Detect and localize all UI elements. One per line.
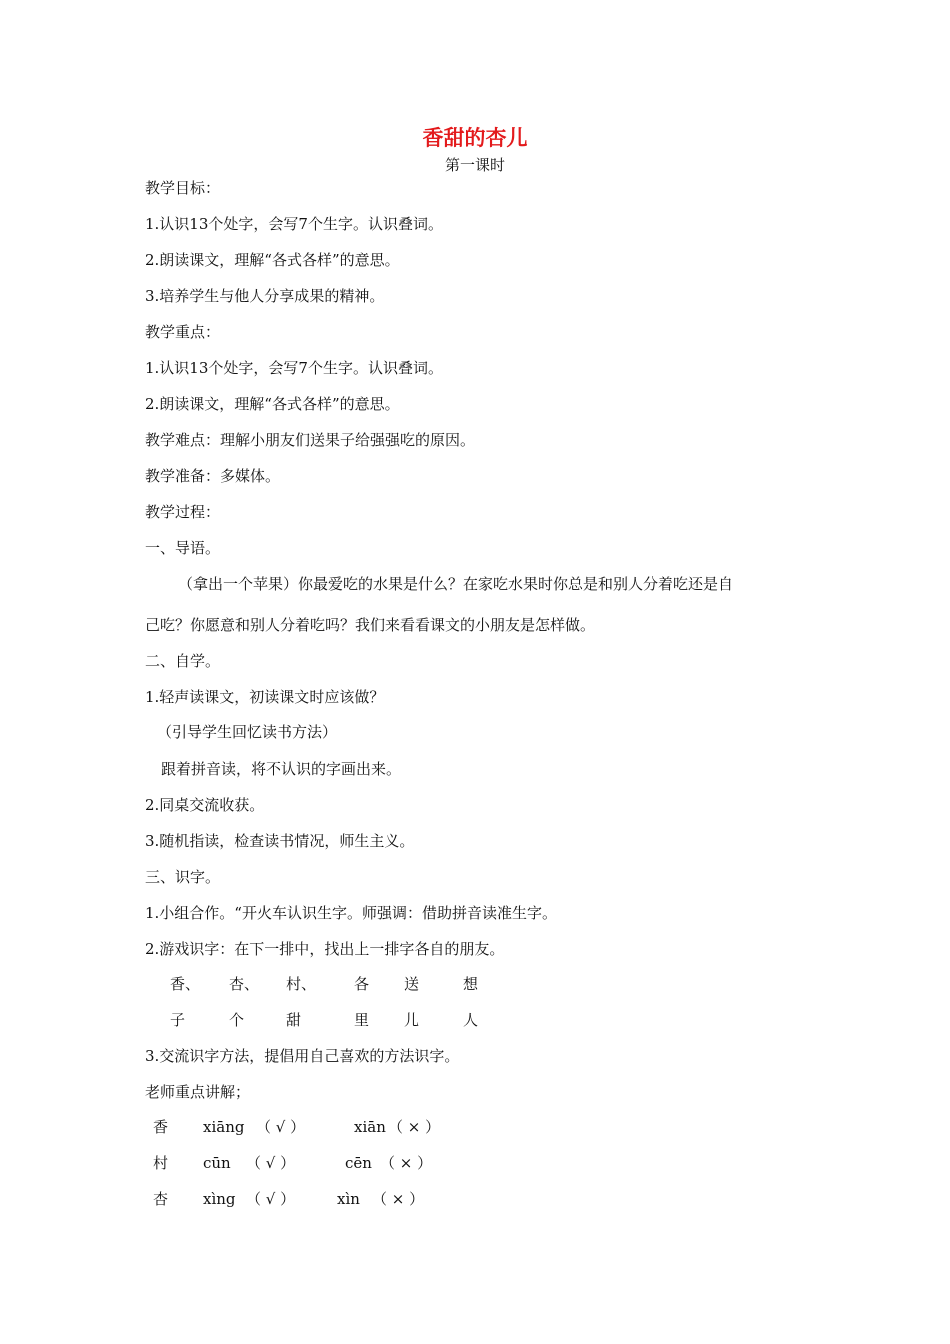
paragraph-line: 1.轻声读课文，初读课文时应该做？: [145, 688, 385, 706]
match-char: 杏、: [229, 975, 260, 993]
paragraph-line: （引导学生回忆读书方法）: [157, 723, 338, 741]
paragraph-line: 2.朗读课文，理解“各式各样”的意思。: [145, 251, 400, 269]
pinyin-wrong-mark: （ × ）: [380, 1154, 433, 1172]
match-char: 子: [170, 1011, 186, 1029]
document-subtitle: 第一课时: [444, 156, 505, 174]
pinyin-wrong: xìn: [337, 1190, 360, 1208]
pinyin-correct-mark: （ √ ）: [246, 1190, 296, 1208]
match-char: 村、: [286, 975, 317, 993]
paragraph-line: 2.朗读课文，理解“各式各样”的意思。: [145, 395, 400, 413]
pinyin-char: 村: [153, 1154, 169, 1172]
paragraph-line: 2.游戏识字：在下一排中，找出上一排字各自的朋友。: [145, 940, 505, 958]
paragraph-line: 1.小组合作。“开火车认识生字。师强调：借助拼音读准生字。: [145, 904, 557, 922]
match-char: 各: [354, 975, 370, 993]
paragraph-line: 己吃？你愿意和别人分着吃吗？我们来看看课文的小朋友是怎样做。: [145, 616, 596, 634]
section-heading: 二、自学。: [145, 652, 221, 670]
pinyin-wrong-mark: （ × ）: [388, 1118, 441, 1136]
paragraph-line: 教学准备：多媒体。: [145, 467, 281, 485]
match-char: 人: [463, 1011, 479, 1029]
pinyin-wrong: xiān: [354, 1118, 386, 1136]
section-heading: 教学目标：: [145, 179, 221, 197]
match-char: 个: [229, 1011, 245, 1029]
paragraph-line: 2.同桌交流收获。: [145, 796, 265, 814]
pinyin-char: 杏: [153, 1190, 169, 1208]
match-char: 香、: [170, 975, 201, 993]
pinyin-correct: cūn: [203, 1154, 231, 1172]
match-char: 里: [354, 1011, 370, 1029]
match-char: 送: [404, 975, 420, 993]
paragraph-line: 1.认识13个处字，会写7个生字。认识叠词。: [145, 359, 443, 377]
document-title: 香甜的杏儿: [422, 126, 528, 150]
paragraph-line: （拿出一个苹果）你最爱吃的水果是什么？在家吃水果时你总是和别人分着吃还是自: [178, 575, 734, 593]
paragraph-line: 3.随机指读，检查读书情况，师生主义。: [145, 832, 415, 850]
match-char: 甜: [286, 1011, 302, 1029]
match-char: 想: [463, 975, 479, 993]
paragraph-line: 老师重点讲解；: [145, 1083, 251, 1101]
pinyin-correct-mark: （ √ ）: [246, 1154, 296, 1172]
section-heading: 三、识字。: [145, 868, 221, 886]
paragraph-line: 教学难点：理解小朋友们送果子给强强吃的原因。: [145, 431, 476, 449]
paragraph-line: 跟着拼音读，将不认识的字画出来。: [161, 760, 402, 778]
pinyin-wrong: cēn: [345, 1154, 372, 1172]
pinyin-correct-mark: （ √ ）: [256, 1118, 306, 1136]
section-heading: 教学过程：: [145, 503, 221, 521]
paragraph-line: 3.培养学生与他人分享成果的精神。: [145, 287, 385, 305]
section-heading: 一、导语。: [145, 539, 221, 557]
pinyin-correct: xiāng: [203, 1118, 245, 1136]
pinyin-correct: xìng: [203, 1190, 236, 1208]
pinyin-wrong-mark: （ × ）: [372, 1190, 425, 1208]
pinyin-char: 香: [153, 1118, 169, 1136]
match-char: 儿: [404, 1011, 420, 1029]
paragraph-line: 3.交流识字方法，提倡用自己喜欢的方法识字。: [145, 1047, 460, 1065]
paragraph-line: 1.认识13个处字，会写7个生字。认识叠词。: [145, 215, 443, 233]
section-heading: 教学重点：: [145, 323, 221, 341]
